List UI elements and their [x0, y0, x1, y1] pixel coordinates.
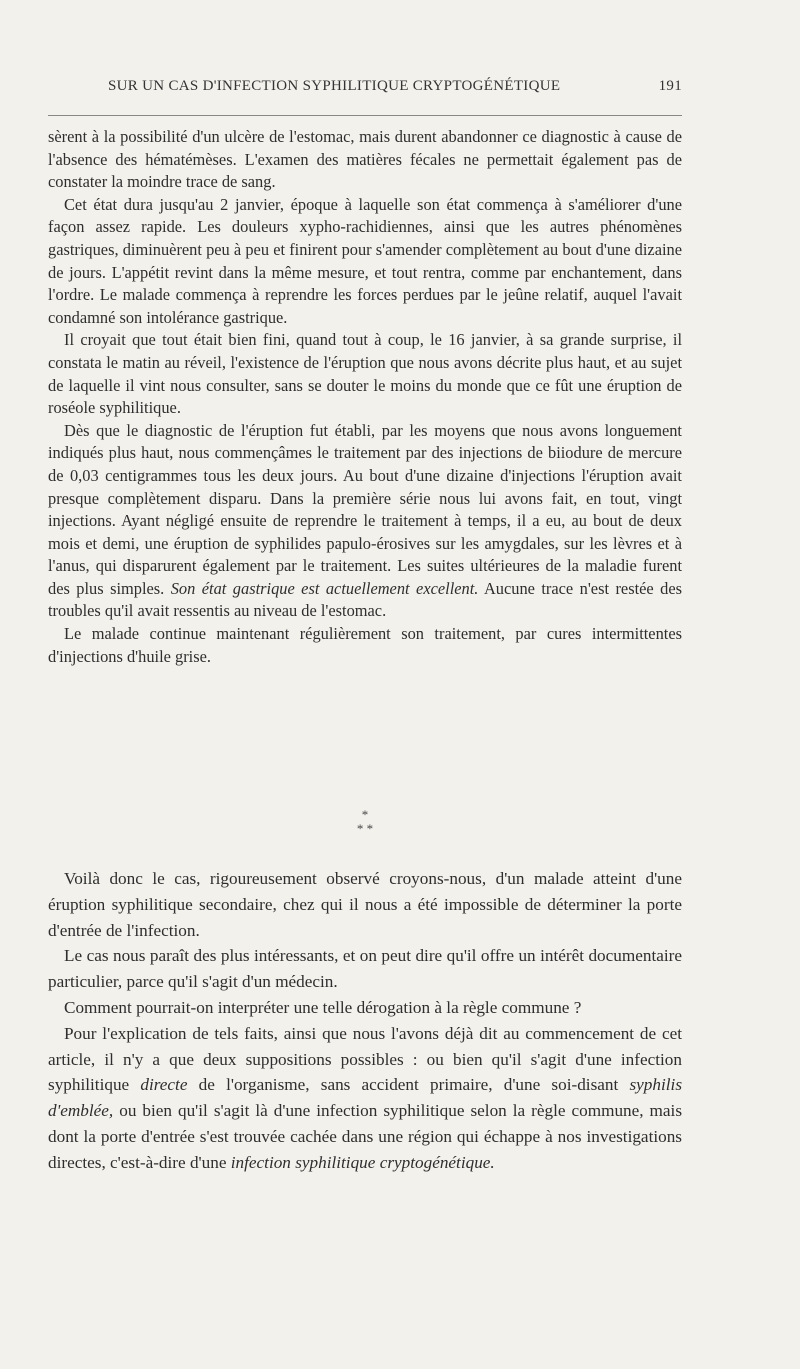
paragraph: Comment pourrait-on interpréter une telle dérogation à la règle commune ? — [64, 997, 582, 1017]
paragraph-text: ou bien qu'il s'agit là d'une infection syphilitique selon la règle commune, mais dont la porte d'entrée s'est trouvée cachée dans une région qui échappe à nos investigations directes, c'est-à-dire d'une — [48, 1101, 683, 1172]
paragraph — [48, 420, 682, 623]
book-page — [48, 0, 682, 1369]
paragraph-text: Dès que le diagnostic de l'éruption fut établi, par les moyens que nous avons longuement indiqués plus haut, nous commençâmes le traitement par des injections de biiodure de mercure de 0,03 centigrammes tous les deux jours. Au bout d'une dizaine d'injections l'éruption avait presque complètement disparu. Dans la première série nous lui avons fait, en tout, vingt injections. Ayant négligé ensuite de reprendre le traitement à temps, il a eu, au bout de deux mois et demi, une éruption de syphilides papulo-érosives sur les amygdales, sur les lèvres et à l'anus, qui disparurent également par le traitement. Les suites ultérieures de la maladie furent des plus simples. — [48, 420, 682, 598]
paragraph-text: de l'organisme, sans accident primaire, d'une soi-disant — [198, 1075, 619, 1095]
body-text-bottom — [48, 866, 682, 1176]
paragraph: Voilà donc le cas, rigoureusement observé croyons-nous, d'un malade atteint d'une éruption syphilitique secondaire, chez qui il nous a été impossible de déterminer la porte d'entrée de l'infection. — [48, 869, 682, 940]
section-asterism — [48, 808, 682, 842]
paragraph: Il croyait que tout était bien fini, quand tout à coup, le 16 janvier, à sa grande surprise, il constata le matin au réveil, l'existence de l'éruption que nous avons décrite plus haut, et au sujet de laquelle il vint nous consulter, sans se douter le moins du monde que ce fût une éruption de roséole syphilitique. — [48, 330, 682, 418]
paragraph — [48, 1021, 682, 1176]
running-title: SUR UN CAS D'INFECTION SYPHILITIQUE CRYPTOGÉNÉTIQUE — [108, 78, 561, 94]
italic-phrase: syphilis d'emblée, — [48, 1075, 683, 1121]
paragraph: Le malade continue maintenant régulièrement son traitement, par cures intermittentes d'injections d'huile grise. — [48, 624, 682, 666]
paragraph: Le cas nous paraît des plus intéressants, et on peut dire qu'il offre un intérêt documentaire particulier, parce qu'il s'agit d'un médecin. — [48, 946, 682, 992]
body-text-top — [48, 126, 682, 668]
header-rule — [48, 115, 682, 116]
asterism-top: * — [361, 807, 369, 822]
italic-phrase: directe — [140, 1075, 188, 1095]
running-head — [48, 78, 682, 102]
paragraph-text: Aucune trace n'est restée des troubles qu'il avait ressentis au niveau de l'estomac. — [48, 578, 682, 621]
italic-phrase: Son état gastrique est actuellement excellent. — [170, 578, 479, 598]
italic-phrase: infection syphilitique cryptogénétique. — [230, 1152, 495, 1172]
paragraph: Cet état dura jusqu'au 2 janvier, époque à laquelle son état commença à s'améliorer d'une façon assez rapide. Les douleurs xypho-rachidiennes, ainsi que les autres phénomènes gastriques, diminuèrent peu à peu et finirent pour s'amender complètement au bout d'une dizaine de jours. L'appétit revint dans la même mesure, et tout rentra, comme par enchantement, dans l'ordre. Le malade commença à reprendre les forces perdues par le jeûne relatif, auquel l'avait condamné son intolérance gastrique. — [48, 194, 682, 327]
paragraph: sèrent à la possibilité d'un ulcère de l'estomac, mais durent abandonner ce diagnostic à cause de l'absence des hématémèses. L'examen des matières fécales ne permettait également pas de constater la moindre trace de sang. — [48, 127, 682, 192]
paragraph-text: Pour l'explication de tels faits, ainsi que nous l'avons déjà dit au commencement de cet article, il n'y a que deux suppositions possibles : ou bien qu'il s'agit d'une infection syphilitique — [48, 1023, 682, 1095]
page-number: 191 — [658, 78, 682, 94]
asterism-bottom: * * — [356, 821, 374, 836]
